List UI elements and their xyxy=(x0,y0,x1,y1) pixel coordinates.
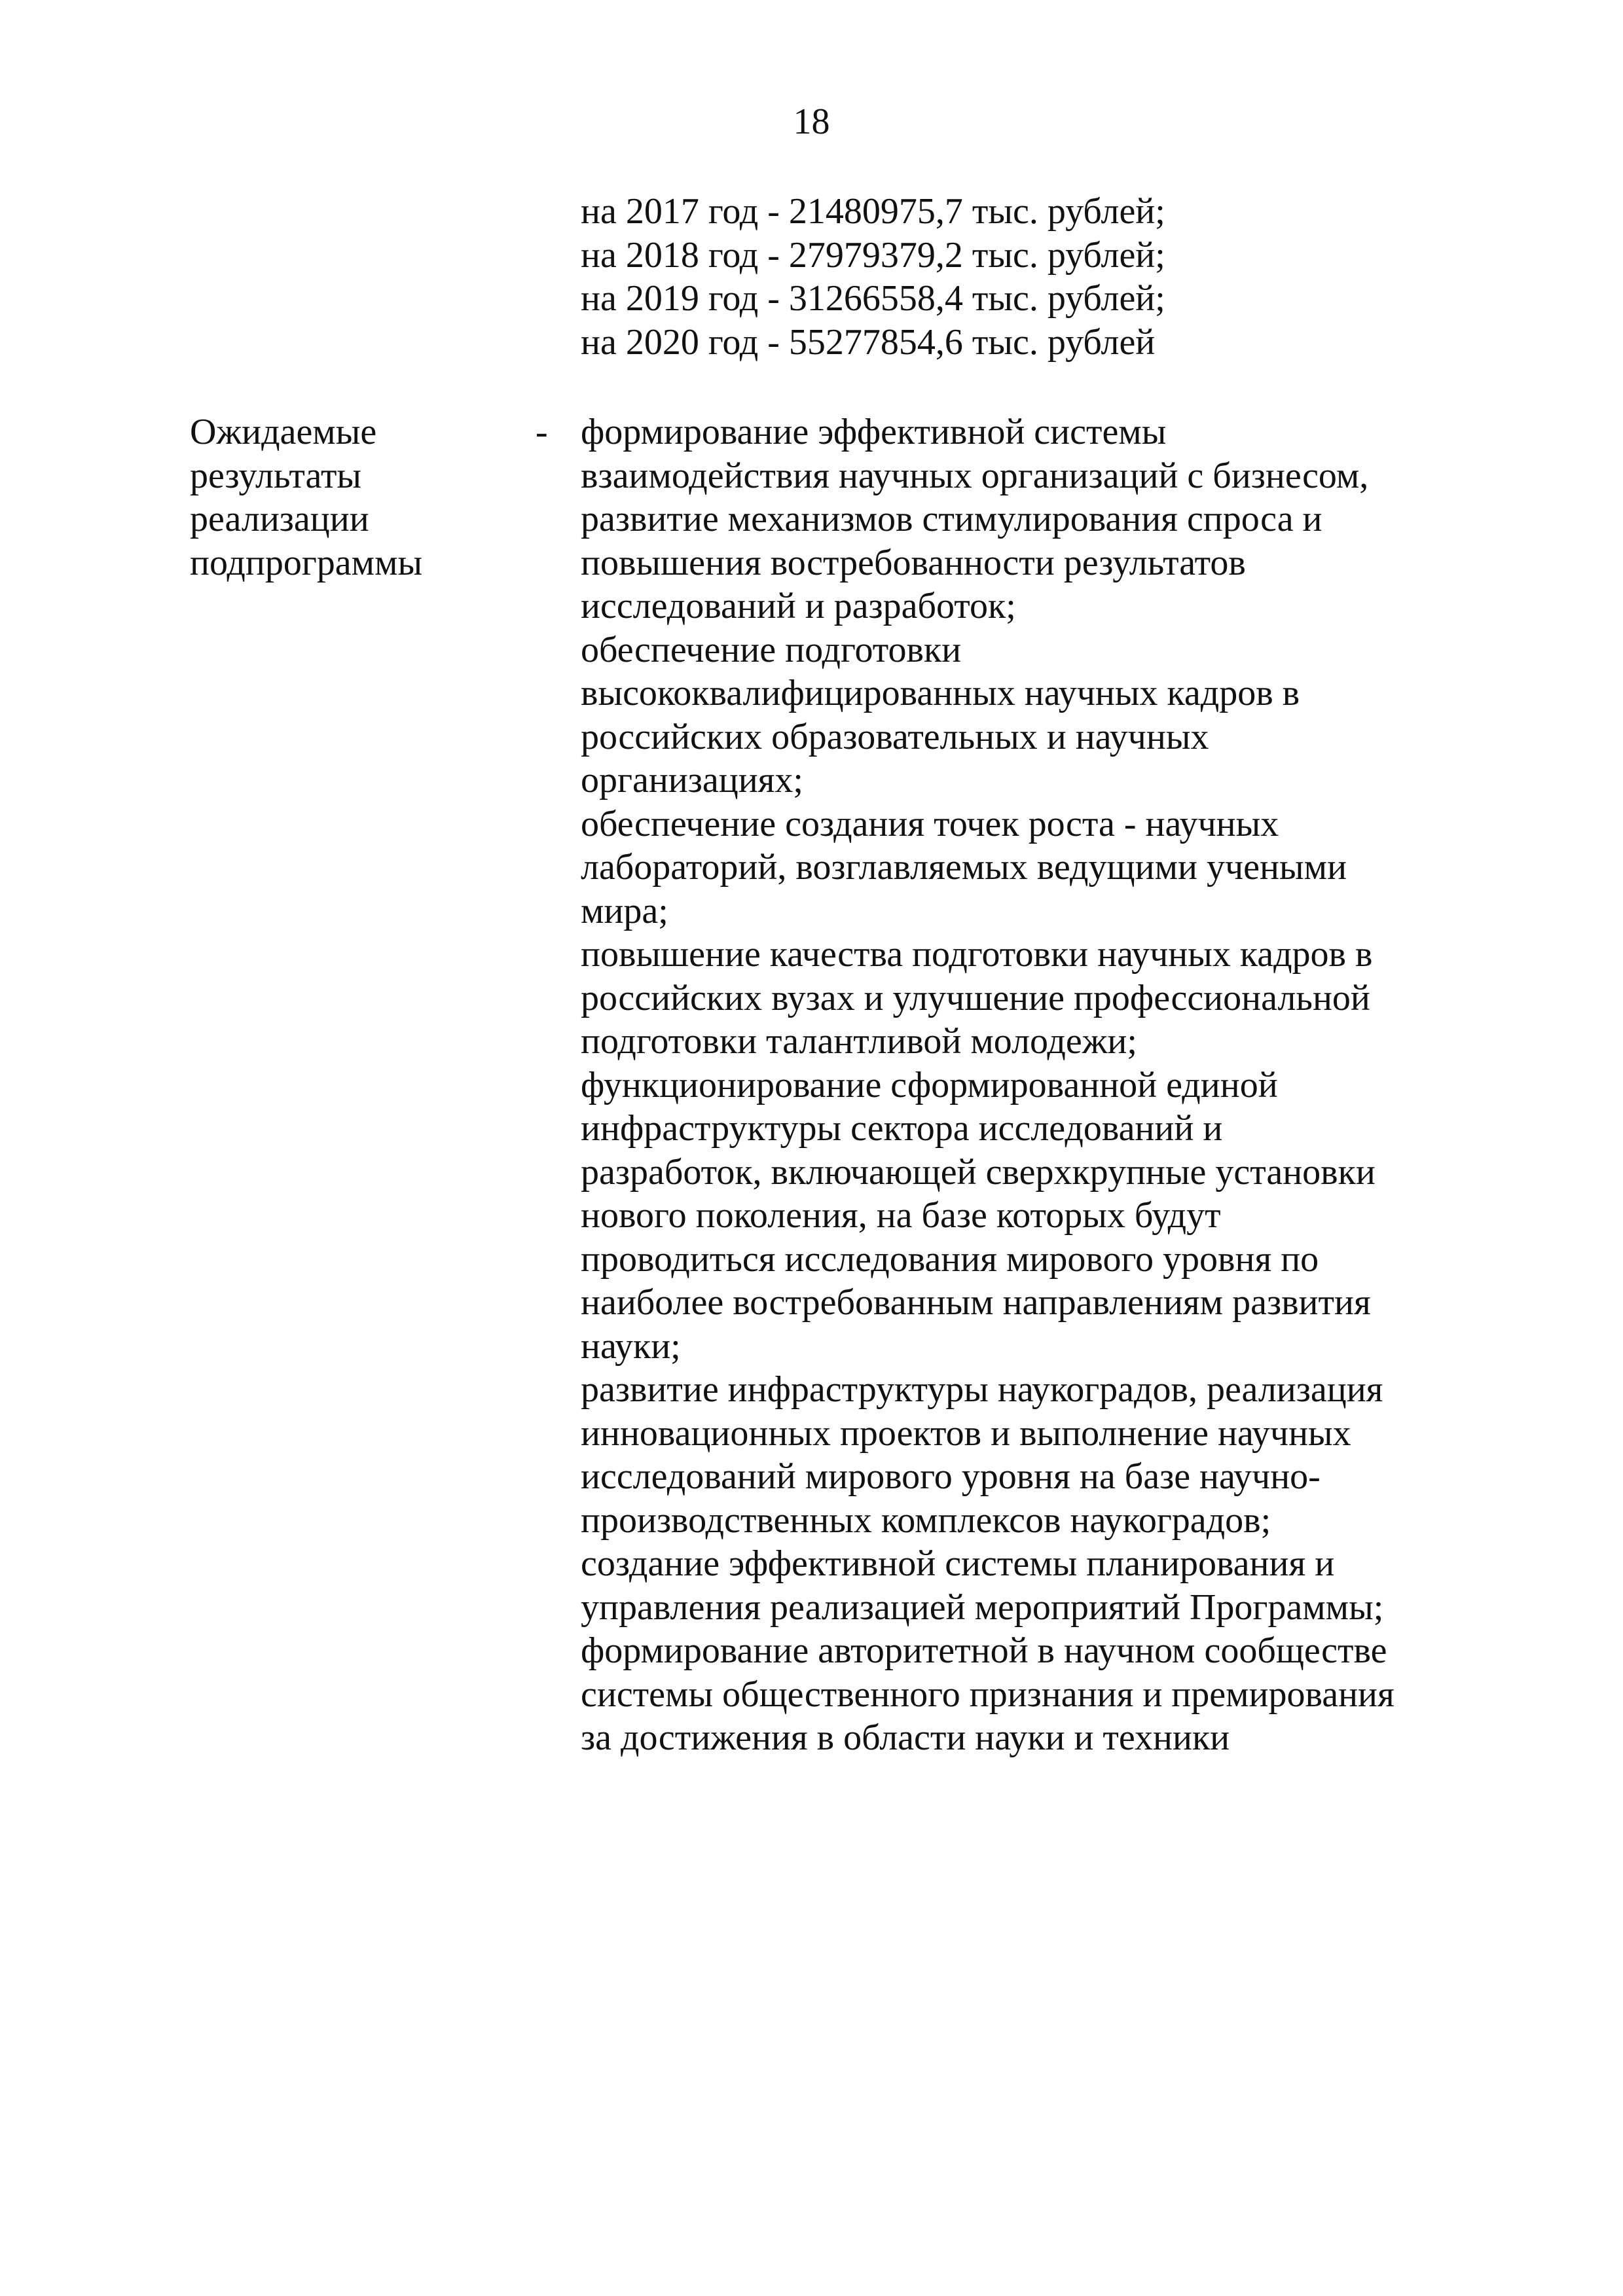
funding-line-2017: на 2017 год - 21480975,7 тыс. рублей; xyxy=(581,191,1165,232)
results-line: инновационных проектов и выполнение научных xyxy=(581,1412,1351,1454)
results-line: проводиться исследования мирового уровня по xyxy=(581,1238,1319,1280)
results-line: системы общественного признания и премирования xyxy=(581,1674,1395,1715)
results-line: управления реализацией мероприятий Программы; xyxy=(581,1587,1384,1628)
results-line: подготовки талантливой молодежи; xyxy=(581,1021,1137,1062)
label-line: результаты xyxy=(190,455,362,496)
results-line: формирование авторитетной в научном сообществе xyxy=(581,1630,1387,1671)
results-line: повышения востребованности результатов xyxy=(581,542,1246,583)
results-line: наиболее востребованным направлениям развития xyxy=(581,1282,1371,1323)
results-line: развитие механизмов стимулирования спроса и xyxy=(581,499,1322,539)
results-line: российских образовательных и научных xyxy=(581,716,1209,757)
results-line: функционирование сформированной единой xyxy=(581,1064,1278,1105)
expected-results-label xyxy=(190,410,465,584)
results-line: российских вузах и улучшение профессиональной xyxy=(581,977,1370,1018)
label-line: Ожидаемые xyxy=(190,412,377,452)
results-line: науки; xyxy=(581,1325,681,1367)
funding-by-year xyxy=(581,190,1497,364)
results-line: высококвалифицированных научных кадров в xyxy=(581,673,1300,713)
results-line: лабораторий, возглавляемых ведущими учеными xyxy=(581,847,1347,888)
funding-line-2019: на 2019 год - 31266558,4 тыс. рублей; xyxy=(581,278,1165,319)
results-line: формирование эффективной системы xyxy=(581,412,1167,452)
results-line: создание эффективной системы планирования и xyxy=(581,1543,1335,1584)
funding-line-2018: на 2018 год - 27979379,2 тыс. рублей; xyxy=(581,234,1165,276)
label-line: подпрограммы xyxy=(190,542,423,583)
results-line: мира; xyxy=(581,890,668,931)
results-line: развитие инфраструктуры наукоградов, реализация xyxy=(581,1369,1383,1410)
results-line: организациях; xyxy=(581,760,803,800)
page-number: 18 xyxy=(793,101,830,142)
expected-results-text xyxy=(581,410,1510,1760)
results-line: обеспечение создания точек роста - научных xyxy=(581,803,1279,844)
results-line: обеспечение подготовки xyxy=(581,629,962,670)
results-line: инфраструктуры сектора исследований и xyxy=(581,1108,1223,1149)
label-dash: - xyxy=(536,412,548,452)
label-line: реализации xyxy=(190,499,369,539)
funding-line-2020: на 2020 год - 55277854,6 тыс. рублей xyxy=(581,321,1156,363)
results-line: взаимодействия научных организаций с бизнесом, xyxy=(581,455,1369,496)
results-line: нового поколения, на базе которых будут xyxy=(581,1195,1221,1236)
results-line: разработок, включающей сверхкрупные установки xyxy=(581,1151,1376,1193)
results-line: исследований и разработок; xyxy=(581,586,1016,626)
results-line: повышение качества подготовки научных кадров в xyxy=(581,934,1373,975)
results-line: за достижения в области науки и техники xyxy=(581,1717,1230,1758)
results-line: производственных комплексов наукоградов; xyxy=(581,1499,1271,1541)
results-line: исследований мирового уровня на базе научно- xyxy=(581,1456,1321,1497)
